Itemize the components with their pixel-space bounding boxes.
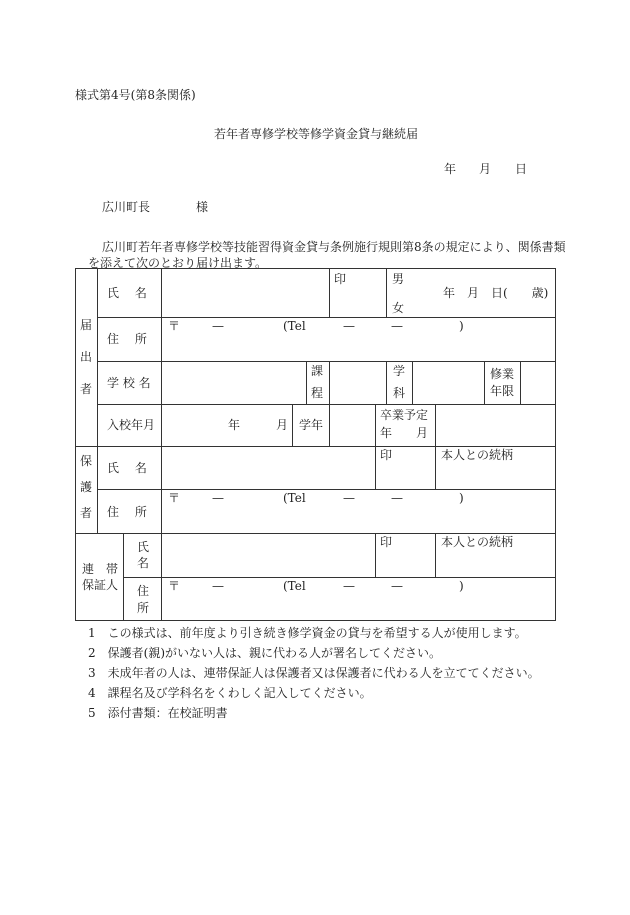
guarantor-label-1: 連 帯 xyxy=(82,562,119,576)
school-label: 学 校 名 xyxy=(107,376,151,390)
guarantor-relation-label: 本人との続柄 xyxy=(441,535,514,549)
years-label-1: 修業 xyxy=(490,367,515,381)
guardian-seal-mark: 印 xyxy=(380,448,393,462)
guarantor-name-label-2: 名 xyxy=(137,556,150,570)
form-number: 様式第4号(第8条関係) xyxy=(75,88,196,102)
enroll-label: 入校年月 xyxy=(107,418,156,432)
note-item: 2 保護者(親)がいない人は、親に代わる人が署名してください。 xyxy=(88,646,442,660)
guardian-label-1: 保 xyxy=(79,454,92,468)
tel-open: (Tel xyxy=(283,319,306,333)
graduation-label-2: 年 月 xyxy=(380,426,429,440)
addressee-honorific: 様 xyxy=(196,200,209,214)
guardian-address-label: 住 所 xyxy=(107,505,147,519)
postal-dash: — xyxy=(212,319,224,333)
guarantor-tel-close: ) xyxy=(459,579,464,593)
sex-male[interactable]: 男 xyxy=(392,272,405,286)
date-month: 月 xyxy=(479,162,492,176)
page-title: 若年者専修学校等修学資金貸与継続届 xyxy=(214,127,419,141)
guardian-tel-dash-1: — xyxy=(343,491,355,505)
graduation-label-1: 卒業予定 xyxy=(380,408,429,422)
department-label-1: 学 xyxy=(393,364,406,378)
enroll-value: 年 月 xyxy=(228,418,289,432)
note-item: 4 課程名及び学科名をくわしく記入してください。 xyxy=(88,686,372,700)
guarantor-seal-mark: 印 xyxy=(380,535,393,549)
sex-female[interactable]: 女 xyxy=(392,301,405,315)
notifier-label-2: 出 xyxy=(79,350,92,364)
guarantor-name-label-1: 氏 xyxy=(137,540,150,554)
notifier-label-3: 者 xyxy=(79,382,92,396)
birthdate-age: 年 月 日( 歳) xyxy=(443,286,549,300)
body-line-1: 広川町若年者専修学校等技能習得資金貸与条例施行規則第8条の規定により、関係書類 xyxy=(102,240,566,254)
guardian-postal-dash: — xyxy=(212,491,224,505)
tel-dash-1: — xyxy=(343,319,355,333)
notifier-label-1: 届 xyxy=(79,318,92,332)
guarantor-tel-open: (Tel xyxy=(283,579,306,593)
guarantor-postal-mark: 〒 xyxy=(168,579,181,593)
body-line-2: を添えて次のとおり届け出ます。 xyxy=(88,256,268,270)
guardian-relation-label: 本人との続柄 xyxy=(441,448,514,462)
name-label: 氏 名 xyxy=(107,286,147,300)
department-label-2: 科 xyxy=(393,386,406,400)
notification-form-table xyxy=(75,268,556,621)
grade-label: 学年 xyxy=(299,418,324,432)
seal-mark: 印 xyxy=(334,272,347,286)
note-item: 3 未成年者の人は、連帯保証人は保護者又は保護者に代わる人を立ててください。 xyxy=(88,666,540,680)
guarantor-label-2: 保証人 xyxy=(82,578,119,592)
note-item: 5 添付書類：在校証明書 xyxy=(88,706,228,720)
postal-mark: 〒 xyxy=(168,319,181,333)
address-label: 住 所 xyxy=(107,332,147,346)
guarantor-address-label-1: 住 xyxy=(137,584,150,598)
guarantor-tel-dash-1: — xyxy=(343,579,355,593)
guardian-label-3: 者 xyxy=(79,506,92,520)
guardian-label-2: 護 xyxy=(79,480,92,494)
guardian-tel-close: ) xyxy=(459,491,464,505)
guardian-postal-mark: 〒 xyxy=(168,491,181,505)
guarantor-tel-dash-2: — xyxy=(391,579,403,593)
tel-close: ) xyxy=(459,319,464,333)
course-label-1: 課 xyxy=(311,364,324,378)
years-label-2: 年限 xyxy=(490,384,515,398)
guardian-name-label: 氏 名 xyxy=(107,461,147,475)
course-label-2: 程 xyxy=(311,386,324,400)
date-day: 日 xyxy=(515,162,528,176)
guardian-tel-open: (Tel xyxy=(283,491,306,505)
name-field[interactable] xyxy=(162,269,329,317)
guarantor-address-label-2: 所 xyxy=(137,601,150,615)
date-year: 年 xyxy=(444,162,457,176)
guarantor-postal-dash: — xyxy=(212,579,224,593)
tel-dash-2: — xyxy=(391,319,403,333)
guardian-tel-dash-2: — xyxy=(391,491,403,505)
addressee-name: 広川町長 xyxy=(102,200,151,214)
note-item: 1 この様式は、前年度より引き続き修学資金の貸与を希望する人が使用します。 xyxy=(88,626,527,640)
